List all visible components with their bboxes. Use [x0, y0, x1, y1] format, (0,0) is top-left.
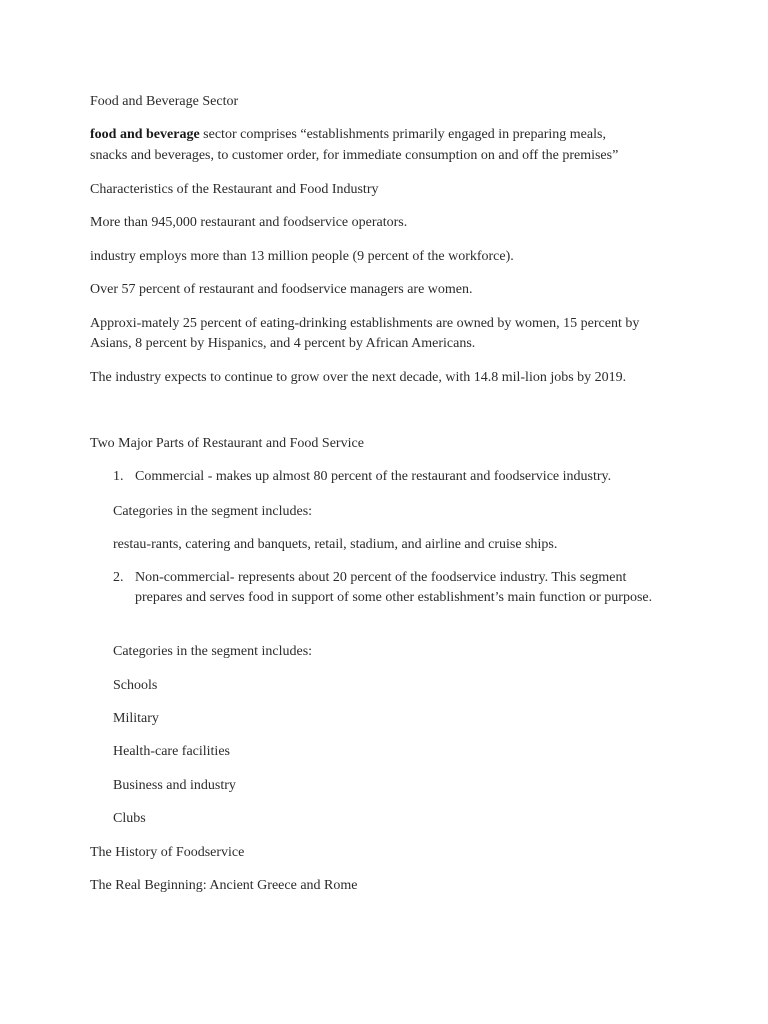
characteristics-heading: Characteristics of the Restaurant and Food Industry [90, 182, 379, 197]
category-item: Schools [113, 678, 158, 693]
fact-item: Over 57 percent of restaurant and foodservice managers are women. [90, 282, 473, 297]
list-number: 1. [113, 469, 124, 484]
part-noncommercial-text: Non-commercial- represents about 20 percent of the foodservice industry. This segment prepares and serves food in support of some other establishment’s main function or purpose. [135, 570, 653, 605]
definition-line-2: snacks and beverages, to customer order, for immediate consumption on and off the premises” [90, 148, 619, 163]
categories-label: Categories in the segment includes: [113, 644, 313, 659]
commercial-categories: restau-rants, catering and banquets, retail, stadium, and airline and cruise ships. [113, 537, 558, 552]
part-commercial-text: Commercial - makes up almost 80 percent of the restaurant and foodservice industry. [135, 469, 612, 484]
definition-line-1 [90, 125, 690, 145]
history-heading: The History of Foodservice [90, 845, 245, 860]
category-item: Business and industry [113, 778, 236, 793]
category-item: Clubs [113, 811, 146, 826]
fact-item: The industry expects to continue to grow over the next decade, with 14.8 mil-lion jobs by 2019. [90, 370, 627, 385]
definition-term: food and beverage [90, 127, 200, 142]
history-subheading: The Real Beginning: Ancient Greece and Rome [90, 878, 358, 893]
parts-heading: Two Major Parts of Restaurant and Food Service [90, 436, 364, 451]
categories-label: Categories in the segment includes: [113, 504, 313, 519]
category-item: Health-care facilities [113, 744, 230, 759]
fact-item: Approxi-mately 25 percent of eating-drinking establishments are owned by women, 15 percent by Asians, 8 percent by Hispanics, and 4 percent by African Americans. [90, 316, 640, 351]
definition-text: sector comprises “establishments primarily engaged in preparing meals, [199, 127, 606, 142]
fact-item: More than 945,000 restaurant and foodservice operators. [90, 215, 408, 230]
list-number: 2. [113, 570, 124, 585]
document-title: Food and Beverage Sector [90, 94, 239, 109]
category-item: Military [113, 711, 159, 726]
fact-item: industry employs more than 13 million people (9 percent of the workforce). [90, 249, 514, 264]
